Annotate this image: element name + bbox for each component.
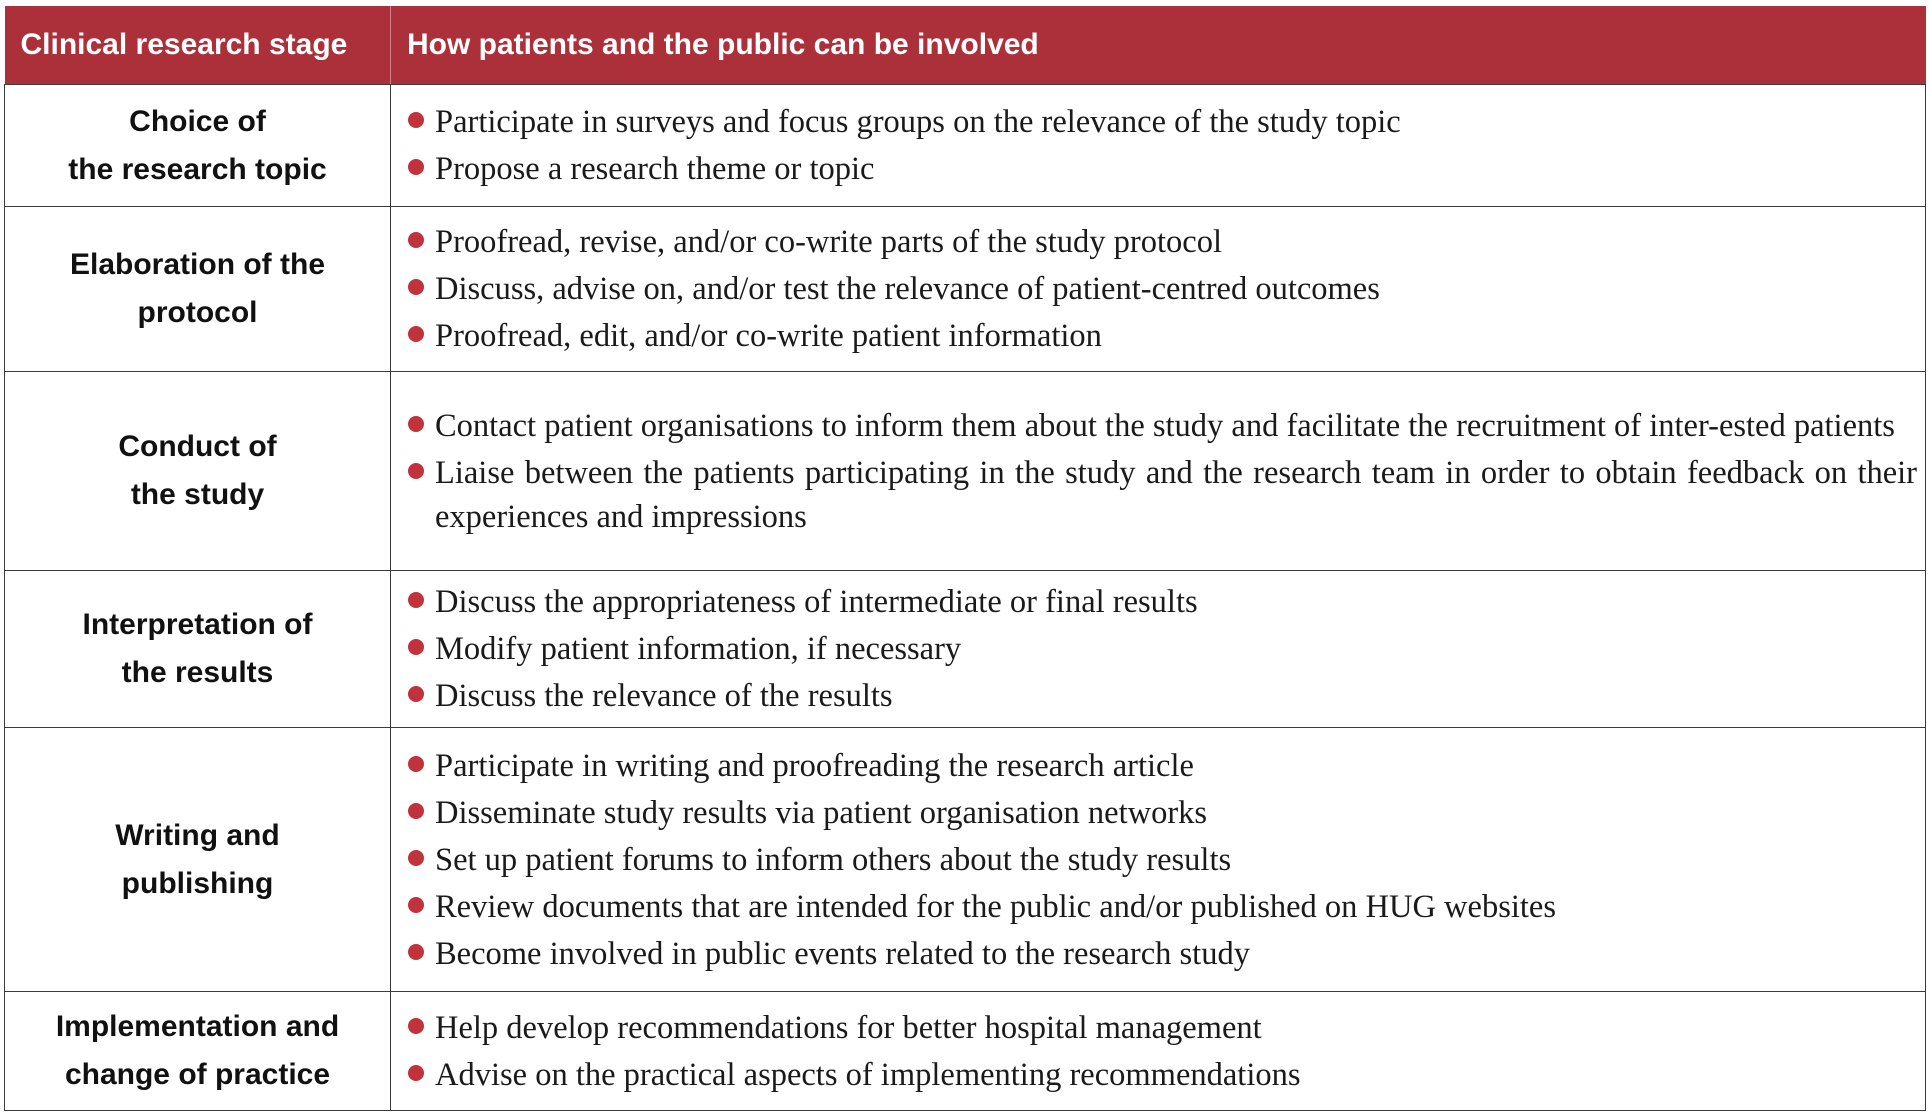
bullet-icon <box>408 1018 424 1034</box>
involvement-list <box>405 100 1917 191</box>
involvement-cell <box>391 992 1926 1111</box>
list-item <box>405 100 1917 144</box>
stage-cell <box>5 372 391 571</box>
bullet-icon <box>408 416 424 432</box>
list-item-text: Disseminate study results via patient organisation networks <box>435 794 1208 831</box>
stage-label-line: Choice of <box>129 104 266 138</box>
list-item-text: Set up patient forums to inform others about the study results <box>435 841 1232 878</box>
list-item <box>405 404 1917 448</box>
involvement-cell <box>391 207 1926 372</box>
bullet-icon <box>408 279 424 295</box>
stage-label-line: Interpretation of <box>82 608 313 641</box>
table-row <box>5 372 1926 571</box>
list-item <box>405 791 1917 835</box>
table-header-row <box>5 6 1926 85</box>
bullet-icon <box>408 159 424 175</box>
bullet-icon <box>408 1065 424 1081</box>
stage-cell <box>5 992 391 1111</box>
list-item <box>405 885 1917 929</box>
list-item <box>405 932 1917 976</box>
bullet-icon <box>408 232 424 248</box>
stage-label-line: the research topic <box>68 152 327 186</box>
stage-label-line: protocol <box>137 296 258 329</box>
table-row <box>5 728 1926 992</box>
list-item <box>405 627 1917 671</box>
list-item-text: Proofread, edit, and/or co-write patient information <box>435 318 1102 354</box>
list-item-text: Review documents that are intended for the public and/or published on HUG websites <box>435 888 1556 925</box>
bullet-icon <box>408 112 424 128</box>
involvement-list <box>405 580 1917 718</box>
involvement-list <box>405 220 1917 358</box>
list-item-text: Participate in surveys and focus groups on the relevance of the study topic <box>435 104 1401 140</box>
stage-label-line: change of practice <box>64 1058 331 1091</box>
list-item <box>405 1053 1917 1097</box>
list-item <box>405 674 1917 718</box>
bullet-icon <box>408 592 424 608</box>
stage-label-line: publishing <box>121 866 274 900</box>
list-item <box>405 314 1917 358</box>
list-item <box>405 267 1917 311</box>
table-row <box>5 85 1926 207</box>
bullet-icon <box>408 944 424 960</box>
bullet-icon <box>408 756 424 772</box>
stage-label-line: the results <box>121 656 274 689</box>
stage-cell <box>5 85 391 207</box>
involvement-table <box>4 6 1926 1111</box>
involvement-list <box>405 404 1917 539</box>
list-item-text: Advise on the practical aspects of implementing recommendations <box>435 1056 1301 1093</box>
list-item-text: Participate in writing and proofreading the research article <box>435 747 1194 784</box>
list-item <box>405 220 1917 264</box>
list-item-text: Discuss, advise on, and/or test the relevance of patient-centred outcomes <box>435 271 1380 307</box>
bullet-icon <box>408 850 424 866</box>
bullet-icon <box>408 463 424 479</box>
involvement-cell <box>391 728 1926 992</box>
list-item-text: Contact patient organisations to inform them about the study and facilitate the recruitment of inter-ested patients <box>435 407 1895 444</box>
list-item <box>405 744 1917 788</box>
stage-cell <box>5 571 391 728</box>
table-row <box>5 207 1926 372</box>
list-item-text: Liaise between the patients participating in the study and the research team in order to obtain feedback on their experiences and impressions <box>435 454 1917 535</box>
bullet-icon <box>408 686 424 702</box>
table-row <box>5 571 1926 728</box>
header-clinical-research-stage: Clinical research stage <box>5 6 391 85</box>
stage-label-line: Conduct of <box>118 430 277 463</box>
involvement-list <box>405 1006 1917 1097</box>
stage-cell <box>5 207 391 372</box>
list-item-text: Proofread, revise, and/or co-write parts of the study protocol <box>435 224 1222 260</box>
list-item <box>405 147 1917 191</box>
list-item-text: Discuss the appropriateness of intermediate or final results <box>435 584 1198 620</box>
list-item <box>405 580 1917 624</box>
involvement-cell <box>391 571 1926 728</box>
stage-label-line: Writing and <box>115 818 280 852</box>
involvement-cell <box>391 85 1926 207</box>
table-row <box>5 992 1926 1111</box>
involvement-cell <box>391 372 1926 571</box>
bullet-icon <box>408 803 424 819</box>
bullet-icon <box>408 639 424 655</box>
list-item-text: Propose a research theme or topic <box>435 151 875 187</box>
bullet-icon <box>408 897 424 913</box>
bullet-icon <box>408 326 424 342</box>
list-item-text: Help develop recommendations for better hospital management <box>435 1009 1262 1046</box>
list-item <box>405 838 1917 882</box>
list-item-text: Become involved in public events related to the research study <box>435 935 1250 972</box>
stage-cell <box>5 728 391 992</box>
list-item-text: Modify patient information, if necessary <box>435 631 962 667</box>
list-item <box>405 451 1917 539</box>
stage-label-line: the study <box>130 478 265 511</box>
stage-label-line: Elaboration of the <box>70 248 325 281</box>
involvement-list <box>405 744 1917 976</box>
list-item-text: Discuss the relevance of the results <box>435 678 893 714</box>
header-patient-involvement: How patients and the public can be involved <box>391 6 1926 85</box>
list-item <box>405 1006 1917 1050</box>
stage-label-line: Implementation and <box>55 1010 340 1043</box>
